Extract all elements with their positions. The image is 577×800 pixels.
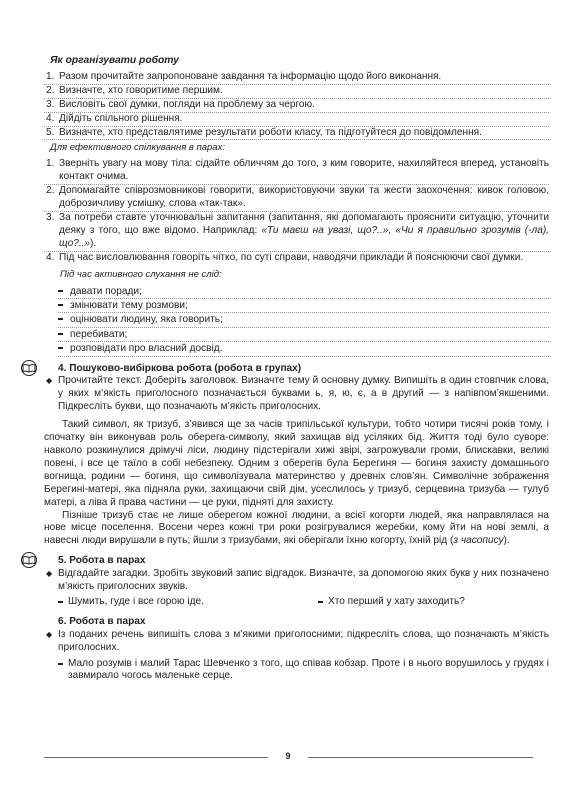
riddle: Шумить, гуде і все горою іде. [58,596,318,609]
open-book-icon [19,552,39,568]
listening-heading: Під час активного слухання не слід: [60,268,222,280]
organize-heading: Як організувати роботу [50,55,179,66]
pairs-heading: Для ефективного спілкування в парах: [50,142,225,154]
listening-item: змінювати тему розмови; [58,299,549,313]
exercise-4-title: 4. Пошуково-вибіркова робота (робота в групах) [58,362,302,374]
pairs-step: 1. Зверніть увагу на мову тіла: сідайте обличчям до того, з ким говорите, нахиляйтеся вперед, установіть контакт очима. [44,158,549,185]
exercise-4-text-paragraph: Пізніше тризуб стає не лише оберегом кожної людини, а всієї когорти людей, яка направлялася на нове місце поселення. Восени через кожні три роки розігрувалися жеребки, кому йти на нові землі, а навесні люди вирушали в путь; йшли з тризубами, які оберігали їхню когорту, їхній рід (з часопису). [44,509,549,547]
organize-steps [44,71,549,141]
diamond-bullet-icon: ◆ [46,376,53,386]
diamond-bullet-icon: ◆ [46,629,53,639]
exercise-5-task: ◆ Відгадайте загадки. Зробіть звуковий запис відгадок. Визначте, за допомогою яких букв у них позначено м’якість приголосних звуків. [46,568,549,593]
exercise-6-title: 6. Робота в парах [58,615,146,627]
organize-step: 2. Визначте, хто говоритиме першим. [44,85,549,99]
exercise-5-title: 5. Робота в парах [58,555,146,567]
organize-step: 1. Разом прочитайте запропоноване завдання та інформацію щодо його виконання. [44,71,549,85]
organize-step: 3. Висловіть свої думки, погляди на проблему за чергою. [44,99,549,113]
footer-rule [44,757,268,758]
open-book-icon [19,360,39,376]
exercise-4 [44,363,549,549]
page-footer [44,751,533,765]
listening-item: перебивати; [58,328,549,342]
footer-rule [308,757,533,758]
listening-item: оцінювати людину, яка говорить; [58,313,549,327]
page-number: 9 [285,751,291,761]
riddle: Хто перший у хату заходить? [318,596,465,609]
sentence-row [58,658,549,684]
listening-item: давати поради; [58,285,549,299]
exercise-4-task: ◆ Прочитайте текст. Доберіть заголовок. Визначте тему й основну думку. Випишіть в один стовпчик слова, у яких м’якість приголосного позначається буквами ь, я, ю, є, а в другий — з напівпом’якшеними. Підкресліть букви, що позначають м’якість приголосних. [46,375,549,413]
pairs-step: 3. За потреби ставте уточнювальні запитання (запитання, які допомагають прояснити ситуацію, уточнити деяку з того, що вже відомо. Наприклад: «Ти маєш на увазі, що?..», «Чи я правильно зрозумів (-ла), що?..»). [44,212,549,252]
diamond-bullet-icon: ◆ [46,569,53,579]
pairs-step: 4. Під час висловлювання говоріть чітко, по суті справи, наводячи приклади й пояснюючи свої думки. [46,251,524,263]
exercise-5 [44,555,549,609]
page-content [44,55,549,683]
pairs-steps [44,158,549,264]
exercise-6 [44,616,549,684]
sentence: Мало розумів і малий Тарас Шевченко з того, що співав кобзар. Проте і в нього ворушилось у грудях і завмирало чогось маленьке серце. [58,658,549,684]
organize-step: 4. Дійдіть спільного рішення. [44,113,549,127]
exercise-6-task: ◆ Із поданих речень випишіть слова з м’якими приголосними; підкресліть слова, що позначають м’якість приголосних. [46,628,549,653]
organize-step: 5. Визначте, хто представлятиме результати роботи класу, та підготуйтеся до повідомлення. [44,127,549,141]
exercise-4-text-paragraph: Такий символ, як тризуб, з’явився ще за часів трипільської культури, тобто чотири тисячі років тому, і спочатку він виконував роль оберега-символу, який захищав від усіляких бід. Життя тоді було суворе: навколо розкинулися дрімучі ліси, людину підстерігали хижі звірі, загрожували громи, блискавки, великі повені, і все це таїло в собі небезпеку. Одним з оберегів була Берегиня — богиня захисту домашнього вогнища, родини — богиня, що символізувала материнство у древніх слов’ян. Символічне зображення Берегині-матері, яка підняла руки, захищаючи свій дім, усеслилось у тризуб, серцевина тризуба — тулуб матері, а ліва й права частини — це руки, підняті для захисту. [44,419,549,508]
listening-list [58,285,549,357]
pairs-step: 2. Допомагайте співрозмовникові говорити, використовуючи звуки та жести заохочення: кивок головою, доброзичливу усмішку, слова «так-так». [44,185,549,212]
listening-item: розповідати про власний досвід. [58,342,549,356]
riddles-row [58,596,549,609]
